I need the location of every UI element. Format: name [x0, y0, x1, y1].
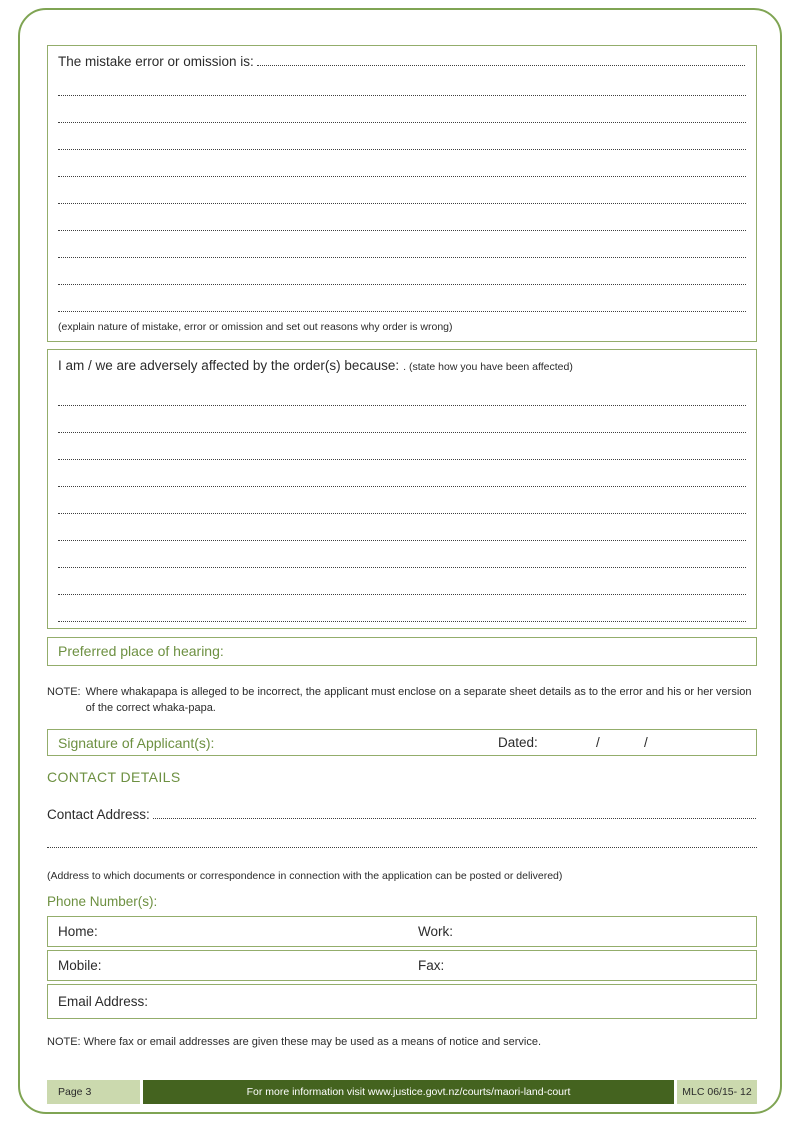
contact-address-blank-lines: [47, 822, 757, 848]
affected-section: [47, 349, 757, 629]
blank-line: [58, 258, 746, 285]
home-label: Home:: [58, 923, 98, 939]
mistake-section: [47, 45, 757, 342]
blank-line: [58, 460, 746, 487]
blank-line: [58, 204, 746, 231]
blank-line: [58, 433, 746, 460]
phone-numbers-heading: Phone Number(s):: [47, 893, 158, 909]
form-content: [47, 45, 757, 1051]
hearing-label: Preferred place of hearing:: [58, 643, 224, 659]
mistake-hint: (explain nature of mistake, error or omission and set out reasons why order is wrong): [58, 321, 453, 333]
date-separator: /: [644, 734, 648, 750]
dotted-fill: [257, 65, 745, 66]
blank-line: [58, 595, 746, 622]
mobile-label: Mobile:: [58, 957, 102, 973]
footer-info-text: For more information visit www.justice.govt.nz/courts/maori-land-court: [143, 1080, 674, 1104]
signature-label: Signature of Applicant(s):: [58, 734, 215, 751]
mistake-title-row: [58, 54, 746, 69]
affected-blank-lines: [58, 379, 746, 622]
whakapapa-note-text: Where whakapapa is alleged to be incorrect, the applicant must enclose on a separate sheet details as to the error and his or her version of the correct whaka-papa.: [85, 686, 752, 714]
affected-hint: . (state how you have been affected): [403, 361, 573, 373]
mistake-label: The mistake error or omission is:: [58, 54, 254, 69]
blank-line: [58, 406, 746, 433]
blank-line: [47, 822, 757, 848]
phone-row-home-work: [47, 916, 757, 947]
date-separator: /: [596, 734, 600, 750]
email-address-row: [47, 984, 757, 1019]
blank-line: [58, 285, 746, 312]
affected-label: I am / we are adversely affected by the order(s) because:: [58, 358, 400, 373]
whakapapa-note-prefix: NOTE:: [47, 686, 81, 698]
page-number: Page 3: [47, 1080, 140, 1104]
fax-label: Fax:: [418, 957, 445, 973]
dotted-fill: [153, 818, 756, 819]
contact-address-label: Contact Address:: [47, 806, 150, 822]
blank-line: [58, 150, 746, 177]
page-footer: [47, 1080, 757, 1104]
affected-title-row: [58, 358, 746, 373]
blank-line: [58, 487, 746, 514]
blank-line: [58, 69, 746, 96]
email-label: Email Address:: [58, 993, 149, 1009]
blank-line: [58, 96, 746, 123]
mistake-blank-lines: [58, 69, 746, 312]
blank-line: [58, 541, 746, 568]
blank-line: [58, 568, 746, 595]
contact-details-heading: CONTACT DETAILS: [47, 768, 181, 785]
dated-label: Dated:: [498, 734, 538, 750]
contact-address-hint: (Address to which documents or correspondence in connection with the application can be posted or delivered): [47, 869, 563, 882]
form-code: MLC 06/15- 12: [677, 1080, 757, 1104]
work-label: Work:: [418, 923, 454, 939]
blank-line: [58, 123, 746, 150]
blank-line: [58, 379, 746, 406]
blank-line: [58, 177, 746, 204]
blank-line: [58, 231, 746, 258]
fax-email-note: NOTE: Where fax or email addresses are given these may be used as a means of notice and service.: [47, 1035, 542, 1048]
contact-address-row: [47, 807, 757, 822]
page-border: [18, 8, 782, 1114]
blank-line: [58, 514, 746, 541]
hearing-section: [47, 637, 757, 666]
whakapapa-note: [47, 685, 755, 717]
signature-section: [47, 729, 757, 756]
phone-row-mobile-fax: [47, 950, 757, 981]
